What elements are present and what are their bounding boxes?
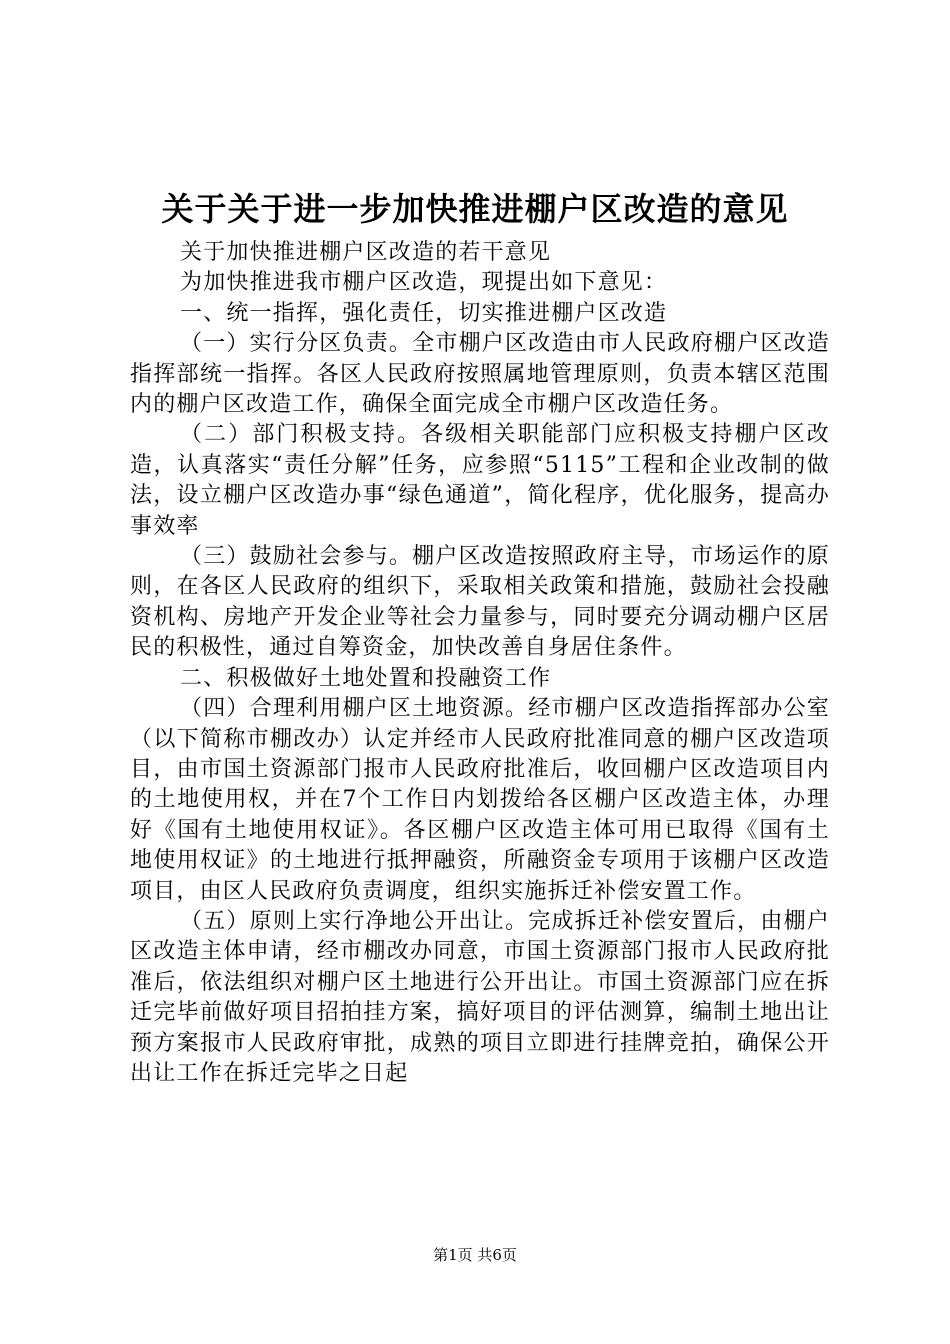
document-body: [130, 238, 830, 1089]
page-number: 第1页 共6页: [433, 1246, 517, 1264]
paragraph-item-5: （五）原则上实行净地公开出让。完成拆迁补偿安置后，由棚户区改造主体申请，经市棚改办同意，市国土资源部门报市人民政府批准后，依法组织对棚户区土地进行公开出让。市国土资源部门应在拆迁完毕前做好项目招拍挂方案，搞好项目的评估测算，编制土地出让预方案报市人民政府审批，成熟的项目立即进行挂牌竞拍，确保公开出让工作在拆迁完毕之日起: [130, 908, 830, 1086]
paragraph-intro: 为加快推进我市棚户区改造，现提出如下意见：: [180, 270, 668, 296]
section-heading-2: 二、积极做好土地处置和投融资工作: [180, 665, 552, 691]
paragraph-item-3: （三）鼓励社会参与。棚户区改造按照政府主导，市场运作的原则，在各区人民政府的组织下，采取相关政策和措施，鼓励社会投融资机构、房地产开发企业等社会力量参与，同时要充分调动棚户区居民的积极性，通过自筹资金，加快改善自身居住条件。: [130, 544, 830, 661]
document-title: 关于关于进一步加快推进棚户区改造的意见: [161, 190, 789, 228]
paragraph-item-1: （一）实行分区负责。全市棚户区改造由市人民政府棚户区改造指挥部统一指挥。各区人民政府按照属地管理原则，负责本辖区范围内的棚户区改造工作，确保全面完成全市棚户区改造任务。: [130, 331, 830, 418]
paragraph-item-2: （二）部门积极支持。各级相关职能部门应积极支持棚户区改造，认真落实“责任分解”任务，应参照“5115”工程和企业改制的做法，设立棚户区改造办事“绿色通道”，简化程序，优化服务，提高办事效率: [130, 422, 830, 539]
paragraph-item-4: （四）合理利用棚户区土地资源。经市棚户区改造指挥部办公室（以下简称市棚改办）认定并经市人民政府批准同意的棚户区改造项目，由市国土资源部门报市人民政府批准后，收回棚户区改造项目内的土地使用权，并在7个工作日内划拨给各区棚户区改造主体，办理好《国有土地使用权证》。各区棚户区改造主体可用已取得《国有土地使用权证》的土地进行抵押融资，所融资金专项用于该棚户区改造项目，由区人民政府负责调度，组织实施拆迁补偿安置工作。: [130, 696, 830, 904]
section-heading-1: 一、统一指挥，强化责任，切实推进棚户区改造: [180, 300, 668, 326]
paragraph-subtitle: 关于加快推进棚户区改造的若干意见: [180, 240, 552, 265]
